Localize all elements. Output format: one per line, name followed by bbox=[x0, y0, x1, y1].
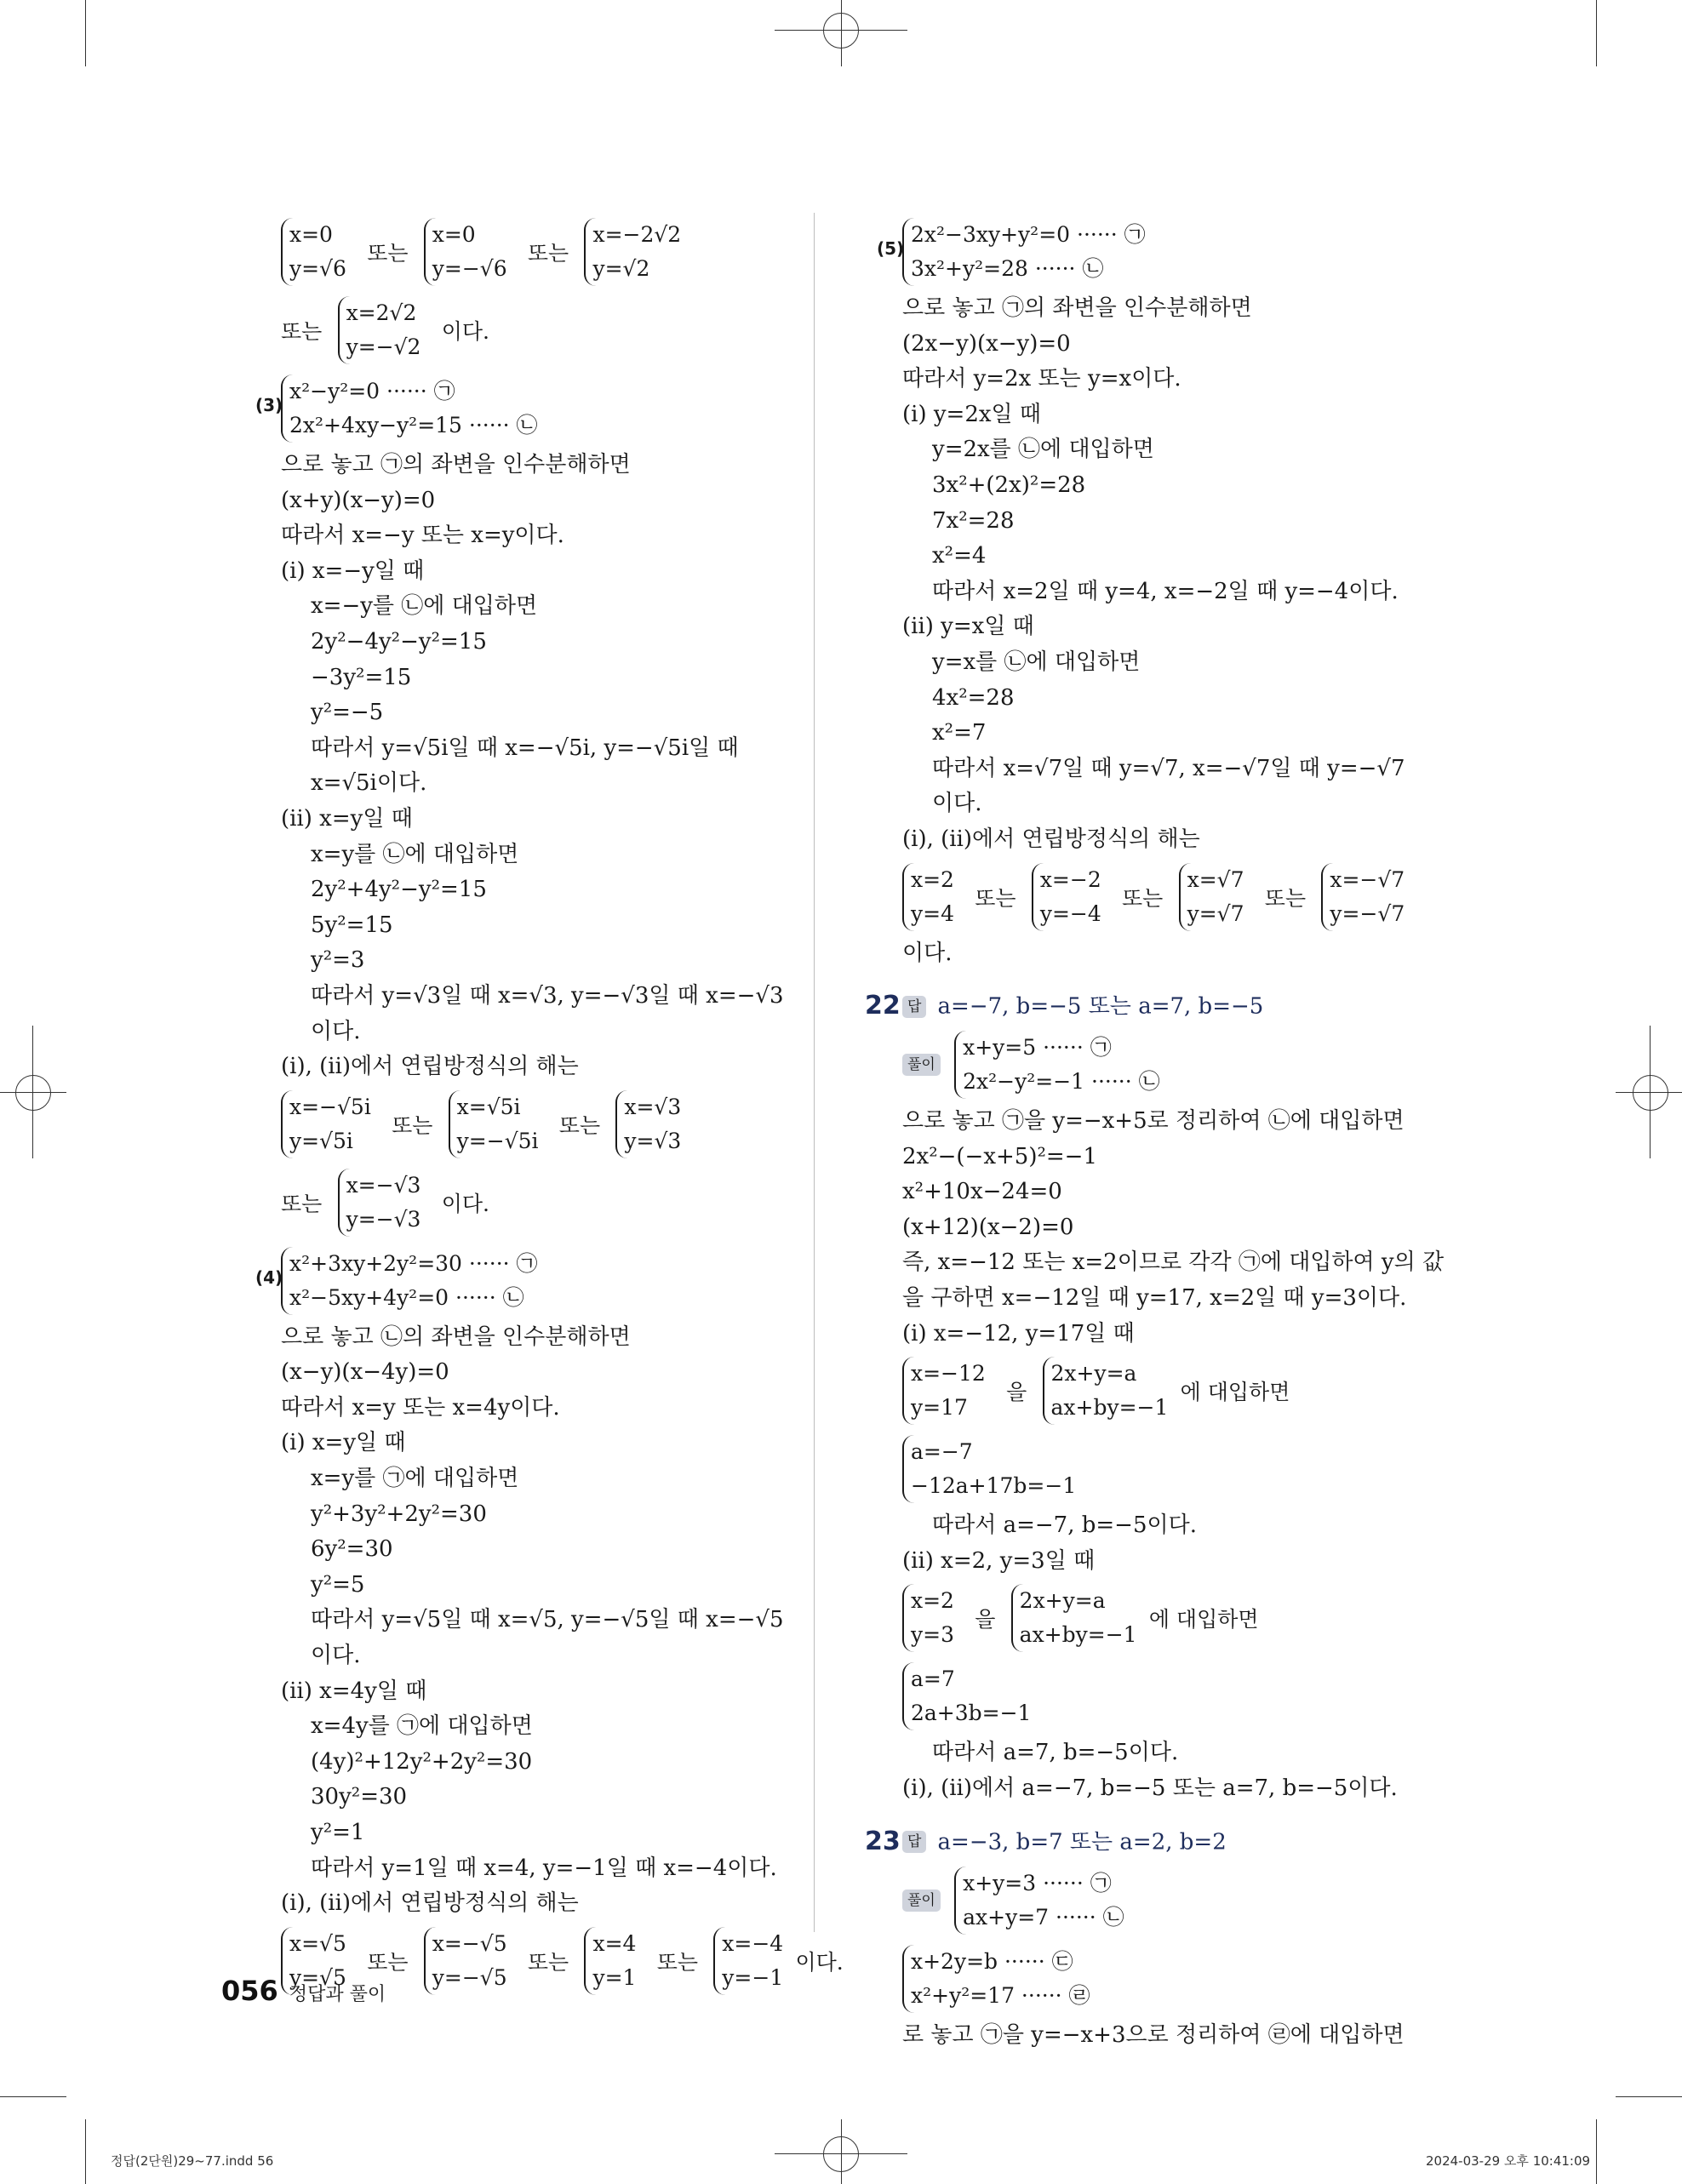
registration-mark bbox=[15, 1075, 51, 1111]
connector-text: 또는 bbox=[975, 885, 1016, 911]
connector-text: 또는 bbox=[1122, 885, 1164, 911]
equation: y=−√7 bbox=[1330, 900, 1405, 926]
equation-line: y²=−5 bbox=[311, 700, 384, 726]
equation-system bbox=[338, 1169, 421, 1237]
equation: y=−√3 bbox=[346, 1206, 421, 1232]
connector-text: 또는 bbox=[558, 1112, 601, 1138]
equation: x²+3xy+2y²=30 ······ ㉠ bbox=[289, 1250, 538, 1276]
equation: x=2 bbox=[911, 1588, 954, 1614]
equation: y=√5i bbox=[289, 1128, 353, 1153]
registration-mark bbox=[823, 2136, 859, 2172]
connector-text: 또는 bbox=[367, 1949, 409, 1975]
crop-mark bbox=[85, 0, 86, 66]
equation: x=−2 bbox=[1039, 866, 1101, 892]
text-line: x=√5i이다. bbox=[311, 770, 427, 797]
equation-line: 2x²−(−x+5)²=−1 bbox=[902, 1143, 1098, 1169]
equation: y=√3 bbox=[624, 1128, 682, 1153]
equation-line: 2y²−4y²−y²=15 bbox=[311, 628, 487, 655]
solution-line bbox=[281, 213, 792, 291]
text-line: 따라서 x=−y 또는 x=y이다. bbox=[281, 523, 564, 549]
equation-system bbox=[1321, 863, 1405, 931]
right-column bbox=[865, 213, 1445, 2053]
solution-line bbox=[281, 291, 792, 369]
part-label: (4) bbox=[255, 1266, 283, 1288]
crop-mark bbox=[1596, 0, 1597, 66]
question-23-header bbox=[865, 1822, 1430, 1861]
case-heading: (ⅱ) x=y일 때 bbox=[281, 805, 413, 832]
substitution-line bbox=[902, 1352, 1430, 1430]
text-line: 로 놓고 ㉠을 y=−x+3으로 정리하여 ㉣에 대입하면 bbox=[902, 2021, 1405, 2048]
equation: y=−√5 bbox=[432, 1964, 507, 1990]
equation-system bbox=[584, 1927, 636, 1995]
equation: ax+y=7 ······ ㉡ bbox=[963, 1904, 1124, 1930]
solution-start bbox=[902, 1026, 1430, 1104]
equation-line: y²=1 bbox=[311, 1820, 365, 1845]
equation-system bbox=[281, 218, 346, 286]
column-divider bbox=[814, 213, 815, 1932]
question-number: 22 bbox=[865, 991, 901, 1021]
equation: y=3 bbox=[911, 1622, 954, 1648]
equation-line: 3x²+(2x)²=28 bbox=[932, 472, 1086, 498]
equation-system bbox=[954, 1867, 1124, 1935]
answer-badge: 답 bbox=[902, 1831, 926, 1853]
case-heading: (ⅱ) y=x일 때 bbox=[902, 614, 1034, 640]
connector-text: 또는 bbox=[527, 241, 569, 266]
equation-system bbox=[902, 1945, 1090, 2013]
solution-start bbox=[902, 1861, 1430, 1940]
connector-text: 에 대입하면 bbox=[1180, 1380, 1290, 1405]
equation-line: x²+10x−24=0 bbox=[902, 1179, 1062, 1205]
equation: x=4 bbox=[592, 1930, 637, 1956]
equation: x=−√7 bbox=[1330, 866, 1405, 892]
equation-line: (4y)²+12y²+2y²=30 bbox=[311, 1748, 533, 1775]
equation: ax+by=−1 bbox=[1019, 1622, 1137, 1648]
text-line: 따라서 x=2일 때 y=4, x=−2일 때 y=−4이다. bbox=[932, 578, 1399, 604]
registration-mark bbox=[823, 13, 859, 49]
equation-line: y²=3 bbox=[311, 947, 365, 974]
equation-line: (x−y)(x−4y)=0 bbox=[281, 1359, 449, 1386]
equation-system bbox=[1011, 1584, 1137, 1652]
equation: x=−2√2 bbox=[592, 222, 682, 247]
equation-system bbox=[954, 1031, 1160, 1099]
equation-system bbox=[281, 1247, 538, 1315]
equation-line: y²=5 bbox=[311, 1571, 365, 1598]
page-label: 정답과 풀이 bbox=[289, 1984, 386, 2005]
equation-system bbox=[713, 1927, 783, 1995]
equation: x+y=5 ······ ㉠ bbox=[963, 1035, 1112, 1061]
text-line: 따라서 y=√3일 때 x=√3, y=−√3일 때 x=−√3 bbox=[311, 982, 784, 1009]
text-line: x=y를 ㉠에 대입하면 bbox=[311, 1466, 519, 1492]
print-slug-file: 정답(2단원)29~77.indd 56 bbox=[111, 2153, 274, 2169]
equation-system bbox=[902, 1662, 1031, 1730]
connector-text: 또는 bbox=[1264, 885, 1307, 911]
equation-system bbox=[1043, 1357, 1169, 1425]
equation: y=−√2 bbox=[346, 334, 421, 359]
equation: 2x²−y²=−1 ······ ㉡ bbox=[963, 1069, 1160, 1095]
equation-line: 7x²=28 bbox=[932, 507, 1015, 534]
connector-text: 이다. bbox=[795, 1949, 844, 1975]
equation-system bbox=[902, 218, 1146, 286]
equation-block bbox=[902, 1940, 1430, 2018]
text-line: x=4y를 ㉠에 대입하면 bbox=[311, 1713, 533, 1740]
text-line: 따라서 y=√5일 때 x=√5, y=−√5일 때 x=−√5 bbox=[311, 1607, 784, 1633]
equation: x²−y²=0 ······ ㉠ bbox=[289, 379, 455, 403]
page-number: 056 bbox=[221, 1975, 278, 2007]
equation: x=−4 bbox=[722, 1930, 784, 1956]
crop-mark bbox=[85, 2119, 86, 2184]
equation-line: 30y²=30 bbox=[311, 1784, 408, 1810]
equation: −12a+17b=−1 bbox=[911, 1473, 1077, 1499]
page-footer bbox=[221, 1975, 386, 2007]
text-line: 으로 놓고 ㉠의 좌변을 인수분해하면 bbox=[281, 452, 631, 477]
case-heading: (ⅰ) x=−y일 때 bbox=[281, 557, 425, 584]
text-line: 이다. bbox=[311, 1643, 361, 1669]
text-line: 으로 놓고 ㉠의 좌변을 인수분해하면 bbox=[902, 295, 1252, 321]
equation: ax+by=−1 bbox=[1050, 1395, 1169, 1421]
equation-system bbox=[902, 863, 954, 931]
equation: a=−7 bbox=[911, 1439, 973, 1465]
case-heading: (ⅱ) x=2, y=3일 때 bbox=[902, 1547, 1096, 1574]
equation-line: 5y²=15 bbox=[311, 912, 393, 938]
part-label: (5) bbox=[877, 238, 905, 259]
equation: y=−4 bbox=[1039, 900, 1101, 926]
equation: x=√5 bbox=[289, 1930, 346, 1956]
equation: x²−5xy+4y²=0 ······ ㉡ bbox=[289, 1284, 524, 1310]
equation-system bbox=[584, 218, 681, 286]
equation-system bbox=[281, 1090, 371, 1158]
text-line: x=−y를 ㉡에 대입하면 bbox=[311, 593, 538, 620]
equation: y=√6 bbox=[289, 256, 346, 281]
equation-line: (2x−y)(x−y)=0 bbox=[902, 330, 1071, 357]
case-heading: (ⅰ) x=−12, y=17일 때 bbox=[902, 1320, 1135, 1346]
registration-mark bbox=[1633, 1075, 1668, 1111]
text-line: 으로 놓고 ㉠을 y=−x+5로 정리하여 ㉡에 대입하면 bbox=[902, 1108, 1405, 1135]
equation: y=−1 bbox=[722, 1964, 784, 1990]
equation: y=√7 bbox=[1187, 900, 1244, 926]
equation-system bbox=[338, 296, 421, 364]
equation-line: 4x²=28 bbox=[932, 684, 1015, 711]
answer-text: a=−7, b=−5 또는 a=7, b=−5 bbox=[937, 993, 1264, 1020]
equation-system bbox=[281, 374, 538, 443]
solution-line bbox=[281, 1163, 792, 1242]
equation-line: (x+12)(x−2)=0 bbox=[902, 1214, 1074, 1240]
crop-mark bbox=[1596, 2119, 1597, 2184]
equation: y=4 bbox=[911, 900, 954, 926]
equation: 2x²+4xy−y²=15 ······ ㉡ bbox=[289, 413, 538, 437]
equation-system bbox=[424, 1927, 507, 1995]
connector-text: 또는 bbox=[281, 1191, 323, 1216]
solution-line bbox=[902, 858, 1430, 936]
equation-line: y²+3y²+2y²=30 bbox=[311, 1501, 487, 1527]
question-number: 23 bbox=[865, 1826, 901, 1856]
text-line: 따라서 y=2x 또는 y=x이다. bbox=[902, 366, 1181, 392]
question-22-header bbox=[865, 986, 1430, 1026]
equation-line: −3y²=15 bbox=[311, 664, 412, 690]
equation: x=√7 bbox=[1187, 866, 1244, 892]
text-line: 이다. bbox=[932, 791, 982, 817]
substitution-result bbox=[902, 1657, 1430, 1735]
equation: 3x²+y²=28 ······ ㉡ bbox=[911, 256, 1104, 281]
part-label: (3) bbox=[255, 395, 283, 415]
equation-system bbox=[424, 218, 507, 286]
solution-badge: 풀이 bbox=[902, 1890, 941, 1912]
equation: x=−√5i bbox=[289, 1094, 371, 1119]
connector-text: 에 대입하면 bbox=[1148, 1607, 1259, 1632]
equation: x=2√2 bbox=[346, 300, 417, 325]
equation-line: x²=7 bbox=[932, 720, 987, 746]
text-line: y=x를 ㉡에 대입하면 bbox=[932, 649, 1141, 675]
text-line: 으로 놓고 ㉡의 좌변을 인수분해하면 bbox=[281, 1324, 631, 1350]
equation: y=−√5i bbox=[456, 1128, 539, 1153]
equation: 2x²−3xy+y²=0 ······ ㉠ bbox=[911, 222, 1146, 247]
connector-text: 또는 bbox=[281, 319, 323, 344]
solution-line bbox=[281, 1085, 792, 1163]
equation: y=√2 bbox=[592, 256, 650, 281]
equation: y=√5 bbox=[289, 1964, 346, 1990]
equation: x=√5i bbox=[456, 1094, 521, 1119]
equation-system bbox=[449, 1090, 539, 1158]
equation: x=−√5 bbox=[432, 1930, 507, 1956]
equation: x=√3 bbox=[624, 1094, 682, 1119]
equation: y=17 bbox=[911, 1395, 968, 1421]
connector-text: 이다. bbox=[441, 319, 489, 344]
equation: x+2y=b ······ ㉢ bbox=[911, 1948, 1073, 1974]
equation-system bbox=[1032, 863, 1101, 931]
text-line: y=2x를 ㉡에 대입하면 bbox=[932, 437, 1154, 463]
text-line: 따라서 x=√7일 때 y=√7, x=−√7일 때 y=−√7 bbox=[932, 755, 1405, 781]
equation-system bbox=[615, 1090, 681, 1158]
problem-part bbox=[877, 213, 1430, 291]
print-slug-timestamp: 2024-03-29 오후 10:41:09 bbox=[1426, 2153, 1591, 2169]
text-line: (ⅰ), (ⅱ)에서 연립방정식의 해는 bbox=[281, 1054, 579, 1080]
connector-text: 또는 bbox=[367, 241, 409, 266]
equation-system bbox=[902, 1584, 954, 1652]
problem-part bbox=[255, 369, 792, 448]
equation: x=0 bbox=[289, 222, 333, 247]
text-line: 따라서 a=7, b=−5이다. bbox=[932, 1740, 1179, 1766]
crop-mark bbox=[0, 2096, 66, 2097]
equation: x=0 bbox=[432, 222, 476, 247]
text-line: 따라서 a=−7, b=−5이다. bbox=[932, 1512, 1198, 1539]
equation: 2x+y=a bbox=[1050, 1361, 1137, 1386]
equation: y=−√6 bbox=[432, 256, 507, 281]
equation: a=7 bbox=[911, 1667, 955, 1692]
problem-part bbox=[255, 1242, 792, 1320]
substitution-line bbox=[902, 1579, 1430, 1657]
text-line: (ⅰ), (ⅱ)에서 a=−7, b=−5 또는 a=7, b=−5이다. bbox=[902, 1775, 1398, 1802]
equation: x+y=3 ······ ㉠ bbox=[963, 1870, 1112, 1895]
equation: x=−12 bbox=[911, 1361, 986, 1386]
connector-text: 을 bbox=[975, 1607, 996, 1632]
solution-badge: 풀이 bbox=[902, 1054, 941, 1076]
text-line: (ⅰ), (ⅱ)에서 연립방정식의 해는 bbox=[902, 826, 1200, 852]
connector-text: 을 bbox=[1006, 1380, 1027, 1405]
answer-text: a=−3, b=7 또는 a=2, b=2 bbox=[937, 1829, 1227, 1855]
equation: x²+y²=17 ······ ㉣ bbox=[911, 1982, 1090, 2008]
case-heading: (ⅱ) x=4y일 때 bbox=[281, 1678, 427, 1704]
text-line: 따라서 y=1일 때 x=4, y=−1일 때 x=−4이다. bbox=[311, 1855, 777, 1881]
equation: 2a+3b=−1 bbox=[911, 1701, 1032, 1726]
text-line: 따라서 y=√5i일 때 x=−√5i, y=−√5i일 때 bbox=[311, 735, 739, 761]
equation-line: (x+y)(x−y)=0 bbox=[281, 487, 436, 513]
case-heading: (ⅰ) y=2x일 때 bbox=[902, 401, 1042, 427]
connector-text: 또는 bbox=[656, 1949, 699, 1975]
text-line: (ⅰ), (ⅱ)에서 연립방정식의 해는 bbox=[281, 1890, 579, 1917]
text-line: 을 구하면 x=−12일 때 y=17, x=2일 때 y=3이다. bbox=[902, 1285, 1407, 1312]
left-column bbox=[255, 213, 844, 2000]
equation-system bbox=[1179, 863, 1244, 931]
text-line: 즉, x=−12 또는 x=2이므로 각각 ㉠에 대입하여 y의 값 bbox=[902, 1249, 1445, 1276]
case-heading: (ⅰ) x=y일 때 bbox=[281, 1430, 406, 1456]
equation: y=1 bbox=[592, 1964, 637, 1990]
text-line: 이다. bbox=[311, 1018, 361, 1044]
connector-text: 또는 bbox=[527, 1949, 569, 1975]
equation-line: 2y²+4y²−y²=15 bbox=[311, 877, 487, 903]
equation-system bbox=[902, 1435, 1076, 1503]
answer-badge: 답 bbox=[902, 996, 926, 1018]
text-line: 이다. bbox=[902, 940, 953, 966]
connector-text: 또는 bbox=[392, 1112, 433, 1138]
connector-text: 이다. bbox=[441, 1191, 489, 1216]
substitution-result bbox=[902, 1430, 1430, 1508]
equation-system bbox=[902, 1357, 986, 1425]
equation-line: x²=4 bbox=[932, 543, 987, 569]
text-line: 따라서 x=y 또는 x=4y이다. bbox=[281, 1394, 560, 1421]
crop-mark bbox=[1616, 2096, 1682, 2097]
equation: x=2 bbox=[911, 866, 954, 892]
text-line: x=y를 ㉡에 대입하면 bbox=[311, 841, 519, 867]
equation-line: 6y²=30 bbox=[311, 1536, 393, 1563]
equation: x=−√3 bbox=[346, 1172, 421, 1198]
equation: 2x+y=a bbox=[1019, 1588, 1106, 1614]
